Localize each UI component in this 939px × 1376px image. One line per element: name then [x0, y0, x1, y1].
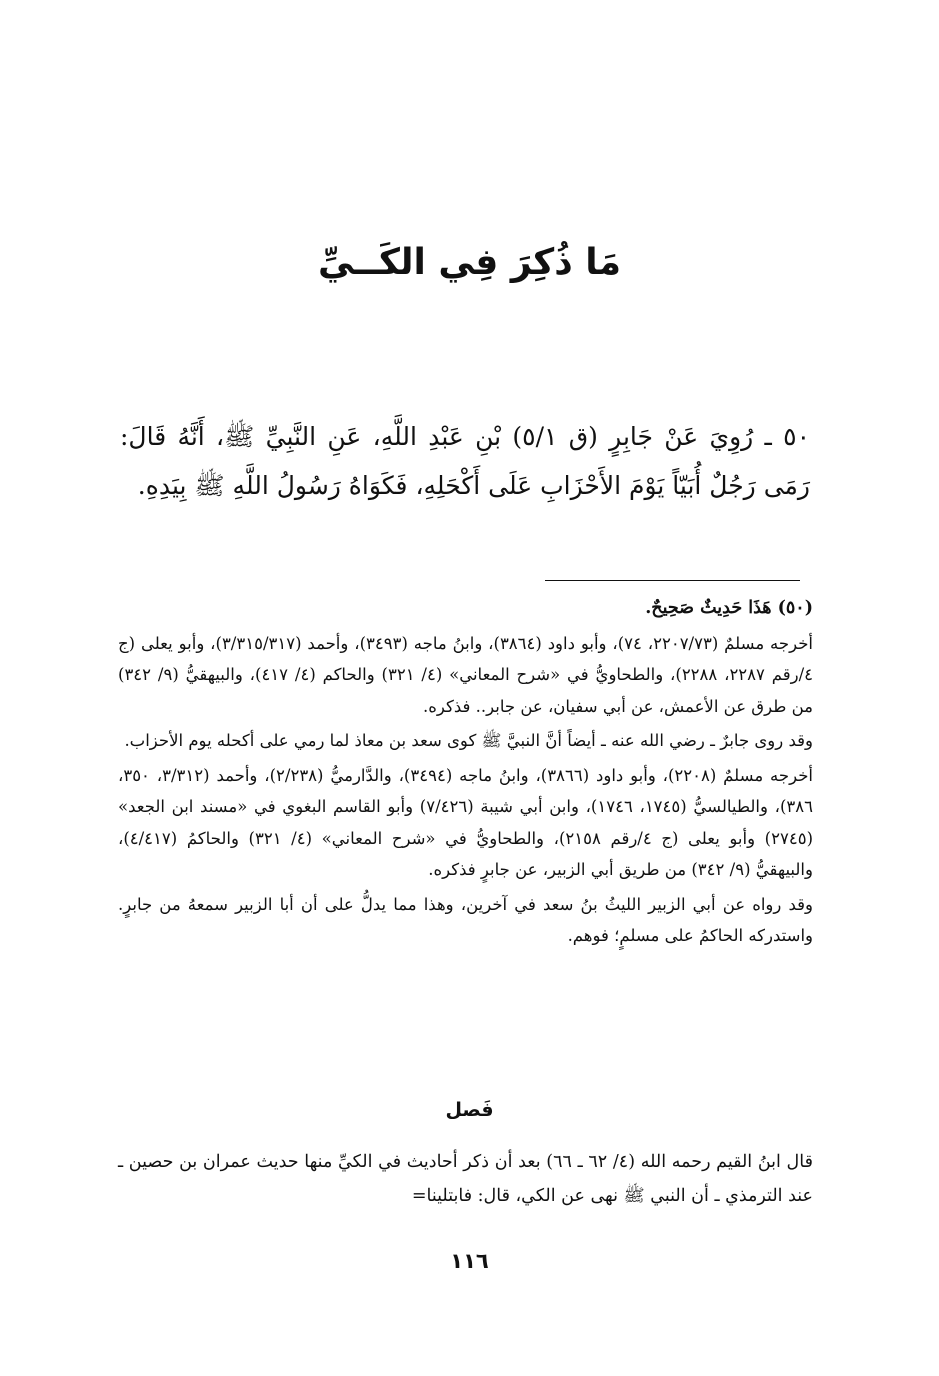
footnote-divider — [545, 580, 800, 581]
footnote-heading: (٥٠) هَذَا حَدِيثٌ صَحِيحٌ. — [645, 598, 813, 618]
footnote-paragraph: أخرجه مسلمٌ (٢٢٠٧/٧٣، ٧٤)، وأبو داود (٣٨٦٤)، وابنُ ماجه (٣٤٩٣)، وأحمد (٣/٣١٥/٣١٧)، وأبو يعلى (ج ٤/رقم ٢٢٨٧، ٢٢٨٨)، والطحاويُّ في «شرح المعاني» (٤/ ٣٢١) والحاكم (٤/ ٤١٧)، والبيهقيُّ (٩/ ٣٤٢) من طرق عن الأعمش، عن أبي سفيان، عن جابر.. فذكره. — [118, 633, 813, 716]
footnote-paragraph: أخرجه مسلمٌ (٢٢٠٨)، وأبو داود (٣٨٦٦)، وابنُ ماجه (٣٤٩٤)، والدَّارميُّ (٢/٢٣٨)، وأحمد (٣/٣١٢، ٣٥٠، ٣٨٦)، والطيالسيُّ (١٧٤٥، ١٧٤٦)، وابن أبي شيبة (٧/٤٢٦) وأبو القاسم البغوي في «مسند ابن الجعد» (٢٧٤٥) وأبو يعلى (ج ٤/رقم ٢١٥٨)، والطحاويُّ في «شرح المعاني» (٤/ ٣٢١) والحاكمُ (٤/٤١٧)، والبيهقيُّ (٩/ ٣٤٢) من طريق أبي الزبير، عن جابرٍ فذكره. — [118, 765, 814, 879]
hadith-text: ٥٠ ـ رُوِيَ عَنْ جَابِرٍ (ق ٥/١) بْنِ عَبْدِ اللَّهِ، عَنِ النَّبِيِّ ﷺ، أَنَّهُ قَالَ: رَمَى رَجُلٌ أُبَيّاً يَوْمَ الأَحْزَابِ عَلَى أَكْحَلِهِ، فَكَوَاهُ رَسُولُ اللَّهِ ﷺ بِيَدِهِ. — [120, 422, 810, 500]
footnote-paragraph: وقد رواه عن أبي الزبير الليثُ بنُ سعد في آخرين، وهذا مما يدلُّ على أن أبا الزبير سمعهُ من جابرٍ. واستدركه الحاكمُ على مسلمٍ؛ فوهم. — [118, 894, 813, 945]
chapter-title: مَا ذُكِرَ فِي الكَــيِّ — [317, 242, 622, 283]
footnote-paragraph: وقد روى جابرٌ ـ رضي الله عنه ـ أيضاً أنَّ النبيَّ ﷺ كوى سعد بن معاذ لما رمي على أكحله يوم الأحزاب. — [124, 731, 813, 750]
section-heading: فَصل — [445, 1099, 494, 1121]
section-body: قال ابنُ القيم رحمه الله (٤/ ٦٢ ـ ٦٦) بعد أن ذكر أحاديث في الكيِّ منها حديث عمران بن حصين ـ عند الترمذي ـ أن النبي ﷺ نهى عن الكي، قال: فابتلينا= — [118, 1152, 813, 1206]
page-number: ١١٦ — [450, 1249, 489, 1273]
footnotes — [118, 593, 813, 955]
